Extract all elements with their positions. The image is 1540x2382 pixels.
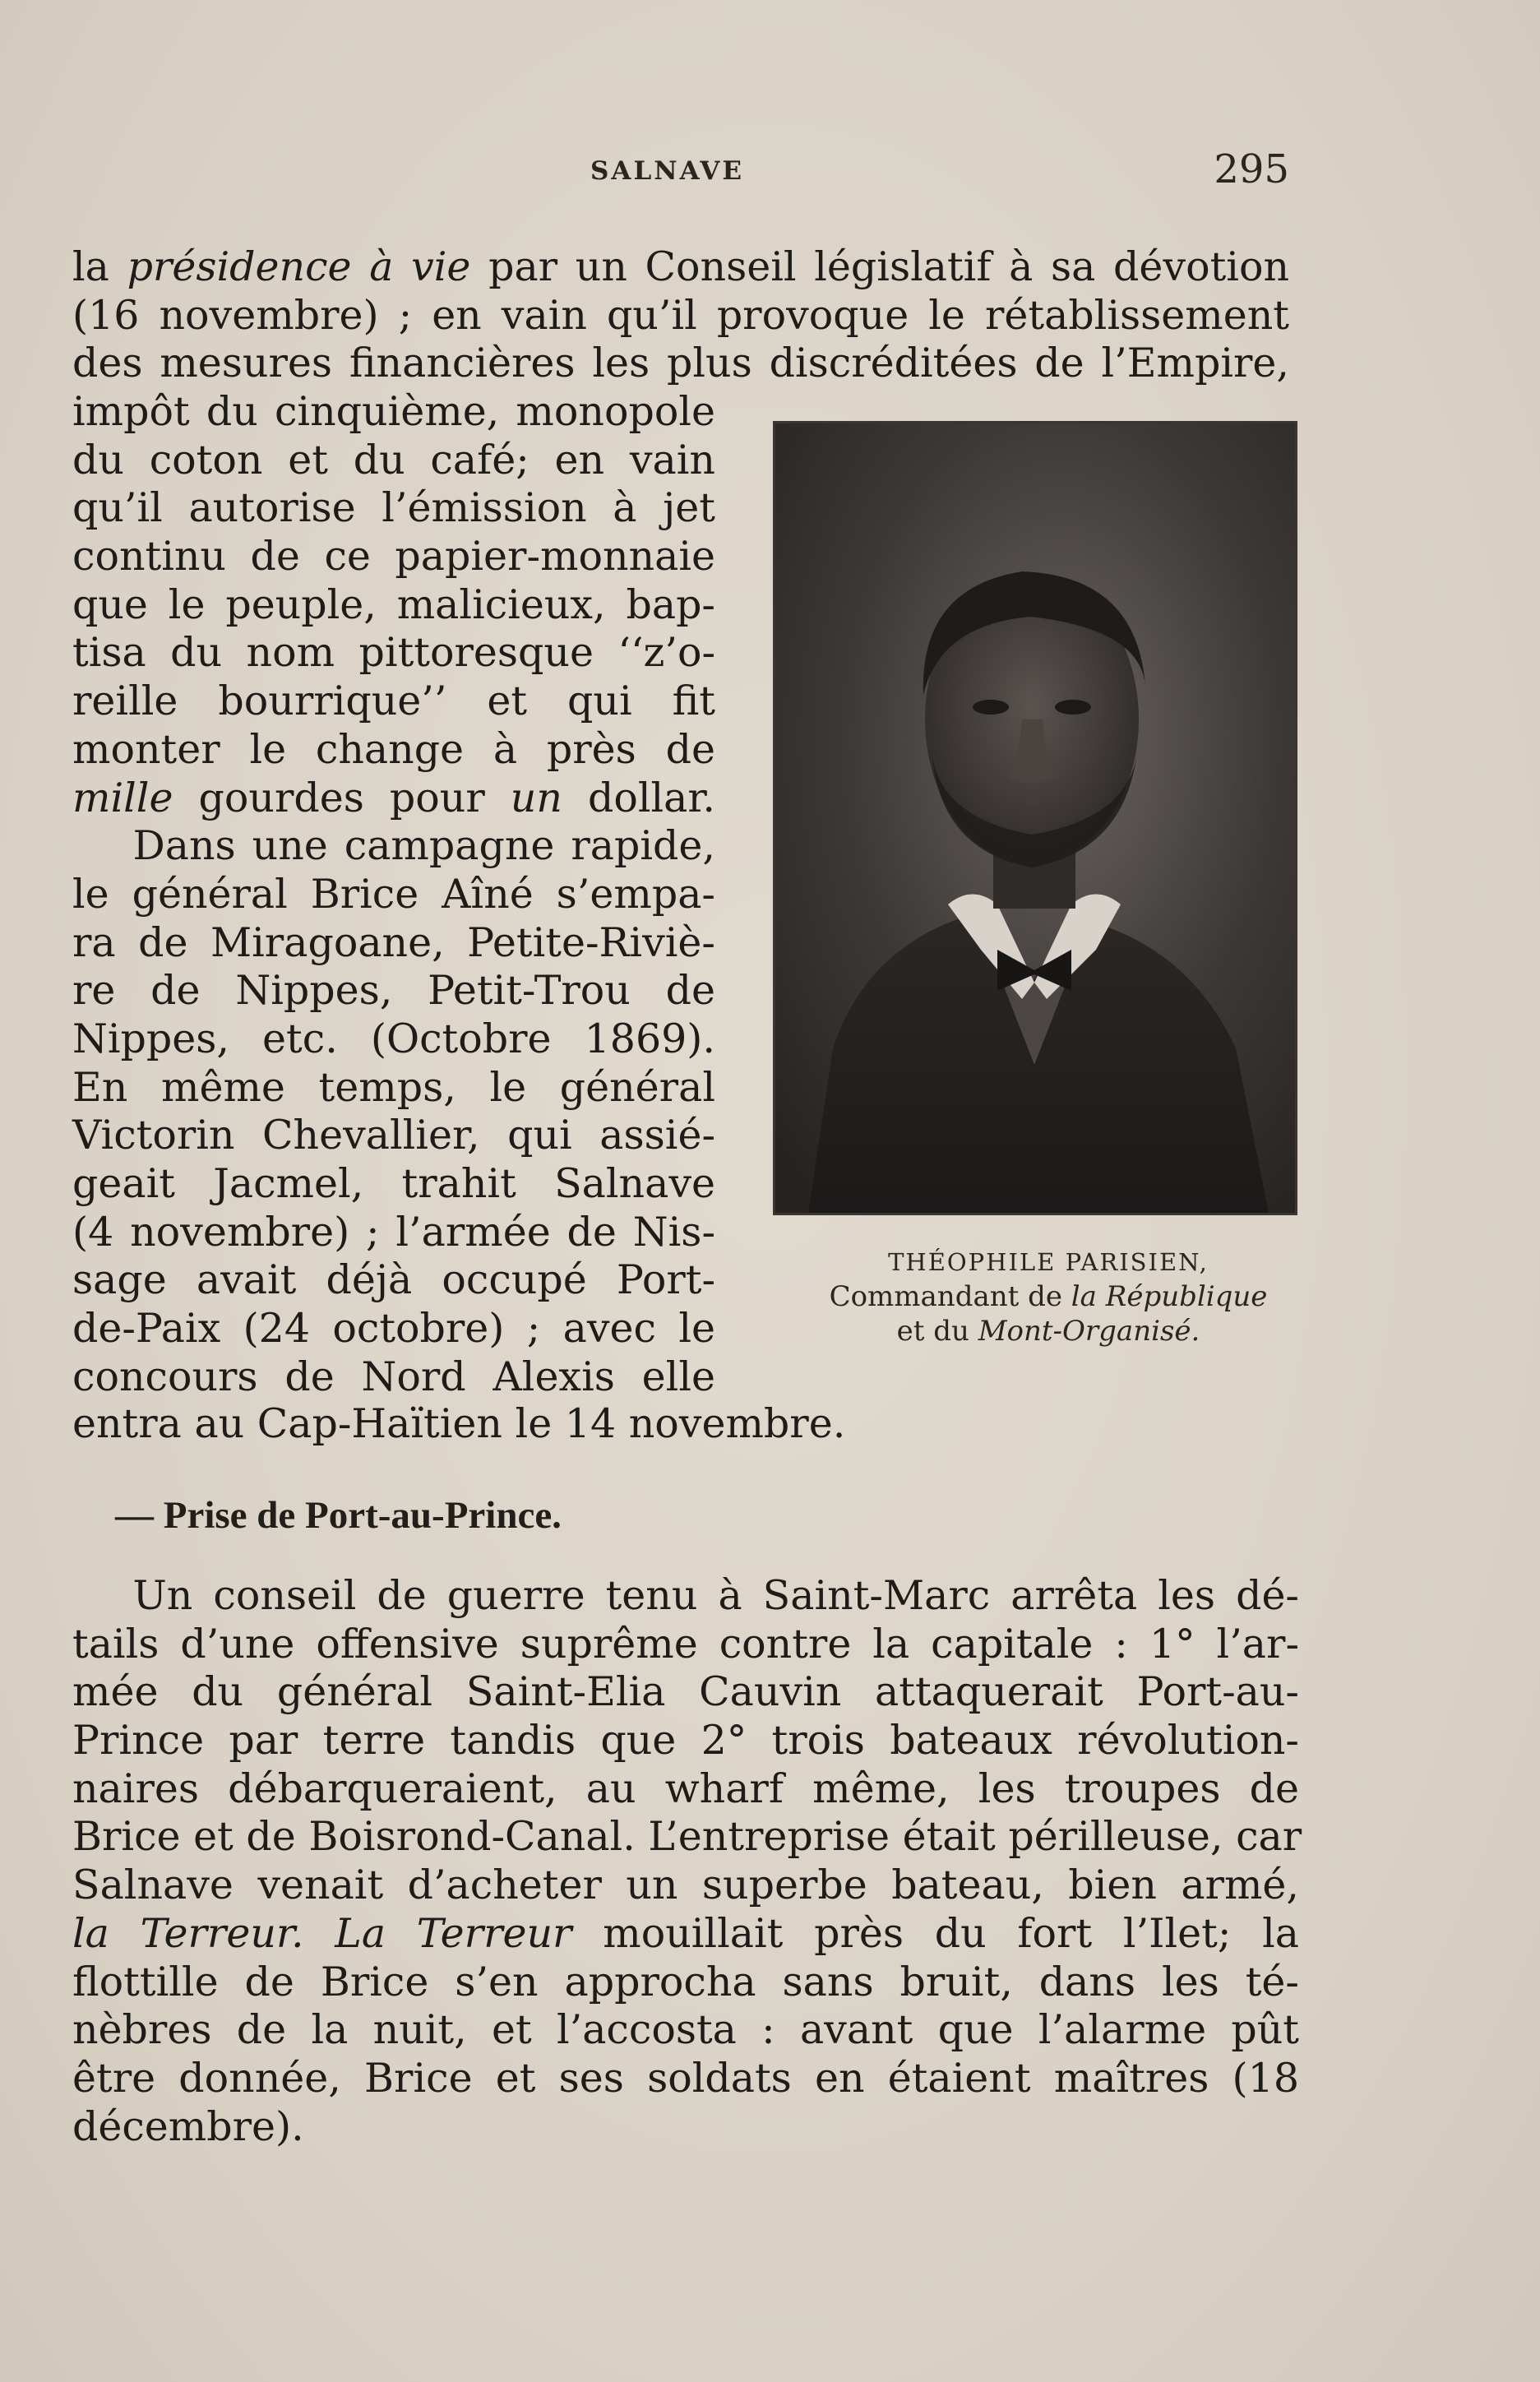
text-line: impôt du cinquième, monopole (72, 388, 715, 435)
page-number: 295 (1214, 146, 1289, 192)
text-line: En même temps, le général (72, 1063, 715, 1111)
text-line: flottille de Brice s’en approcha sans bruit, dans les té- (72, 1958, 1299, 2005)
text-line: continu de ce papier-monnaie (72, 533, 715, 580)
text-line: Salnave venait d’acheter un superbe bateau, bien armé, (72, 1862, 1299, 1909)
text-line: reille bourrique’’ et qui fit (72, 678, 715, 725)
text-line: mille gourdes pour un dollar. (72, 774, 715, 821)
caption-line: et du Mont-Organisé. (896, 1315, 1200, 1348)
text-line: re de Nippes, Petit-Trou de (72, 967, 715, 1015)
text-line: la Terreur. La Terreur mouillait près du fort l’Ilet; la (72, 1909, 1300, 1957)
text-line: mée du général Saint-Elia Cauvin attaquerait Port-au- (72, 1668, 1299, 1716)
text-line: qu’il autorise l’émission à jet (72, 484, 715, 532)
italic-text: un (510, 774, 562, 821)
italic-text: la République (1071, 1280, 1268, 1313)
page-header (72, 145, 1289, 194)
closing-line (72, 1400, 977, 1449)
full-width-lines (72, 243, 1289, 388)
text-line: concours de Nord Alexis elle (72, 1353, 715, 1400)
text-line: Victorin Chevallier, qui assié- (72, 1112, 715, 1159)
text-line: des mesures financières les plus discréditées de l’Empire, (72, 340, 1289, 387)
text-line: le général Brice Aîné s’empa- (72, 870, 715, 918)
portrait-photo (773, 421, 1297, 1215)
text-line: nèbres de la nuit, et l’accosta : avant que l’alarme pût (72, 2006, 1299, 2054)
text-line: ra de Miragoane, Petite-Riviè- (72, 918, 715, 966)
wrapped-text-column (72, 388, 715, 1401)
italic-text: La Terreur (335, 1909, 572, 1957)
running-title: SALNAVE (590, 156, 745, 186)
body-paragraph (72, 1572, 1302, 2151)
text-line: la présidence à vie par un Conseil législatif à sa dévotion (72, 243, 1290, 290)
text-line: sage avait déjà occupé Port- (72, 1256, 715, 1304)
text-line: tails d’une offensive suprême contre la capitale : 1° l’ar- (72, 1620, 1299, 1667)
text-line: (16 novembre) ; en vain qu’il provoque le rétablissement (72, 291, 1289, 339)
text-line: geait Jacmel, trahit Salnave (72, 1160, 715, 1207)
text-line: Brice et de Boisrond-Canal. L’entreprise était périlleuse, car (72, 1813, 1302, 1861)
portrait-caption (769, 1245, 1328, 1348)
text-line: que le peuple, malicieux, bap- (72, 580, 715, 628)
italic-text: la Terreur. (72, 1909, 304, 1957)
text-line: (4 novembre) ; l’armée de Nis- (72, 1208, 715, 1256)
text-line: Un conseil de guerre tenu à Saint-Marc arrêta les dé- (72, 1572, 1299, 1619)
text-line: Nippes, etc. (Octobre 1869). (72, 1015, 715, 1062)
text-line: de-Paix (24 octobre) ; avec le (72, 1305, 715, 1353)
text-line: entra au Cap-Haïtien le 14 novembre. (72, 1400, 846, 1447)
text-line: être donnée, Brice et ses soldats en étaient maîtres (18 (72, 2054, 1299, 2102)
text-line: Dans une campagne rapide, (72, 822, 715, 870)
text-line: naires débarqueraient, au wharf même, les troupes de (72, 1765, 1299, 1812)
section-subheading: — Prise de Port-au-Prince. (115, 1494, 562, 1537)
text-line: du coton et du café; en vain (72, 436, 715, 483)
italic-text: présidence à vie (127, 243, 471, 290)
text-line: tisa du nom pittoresque ‘‘z’o- (72, 629, 715, 677)
italic-text: mille (72, 774, 173, 821)
italic-text: Mont-Organisé. (978, 1315, 1200, 1348)
caption-line: Commandant de la République (829, 1280, 1268, 1313)
caption-name: THÉOPHILE PARISIEN, (888, 1248, 1209, 1276)
text-line: monter le change à près de (72, 725, 715, 773)
portrait-image (775, 423, 1295, 1213)
text-line: Prince par terre tandis que 2° trois bateaux révolution- (72, 1717, 1299, 1765)
text-line: décembre). (72, 2102, 304, 2150)
